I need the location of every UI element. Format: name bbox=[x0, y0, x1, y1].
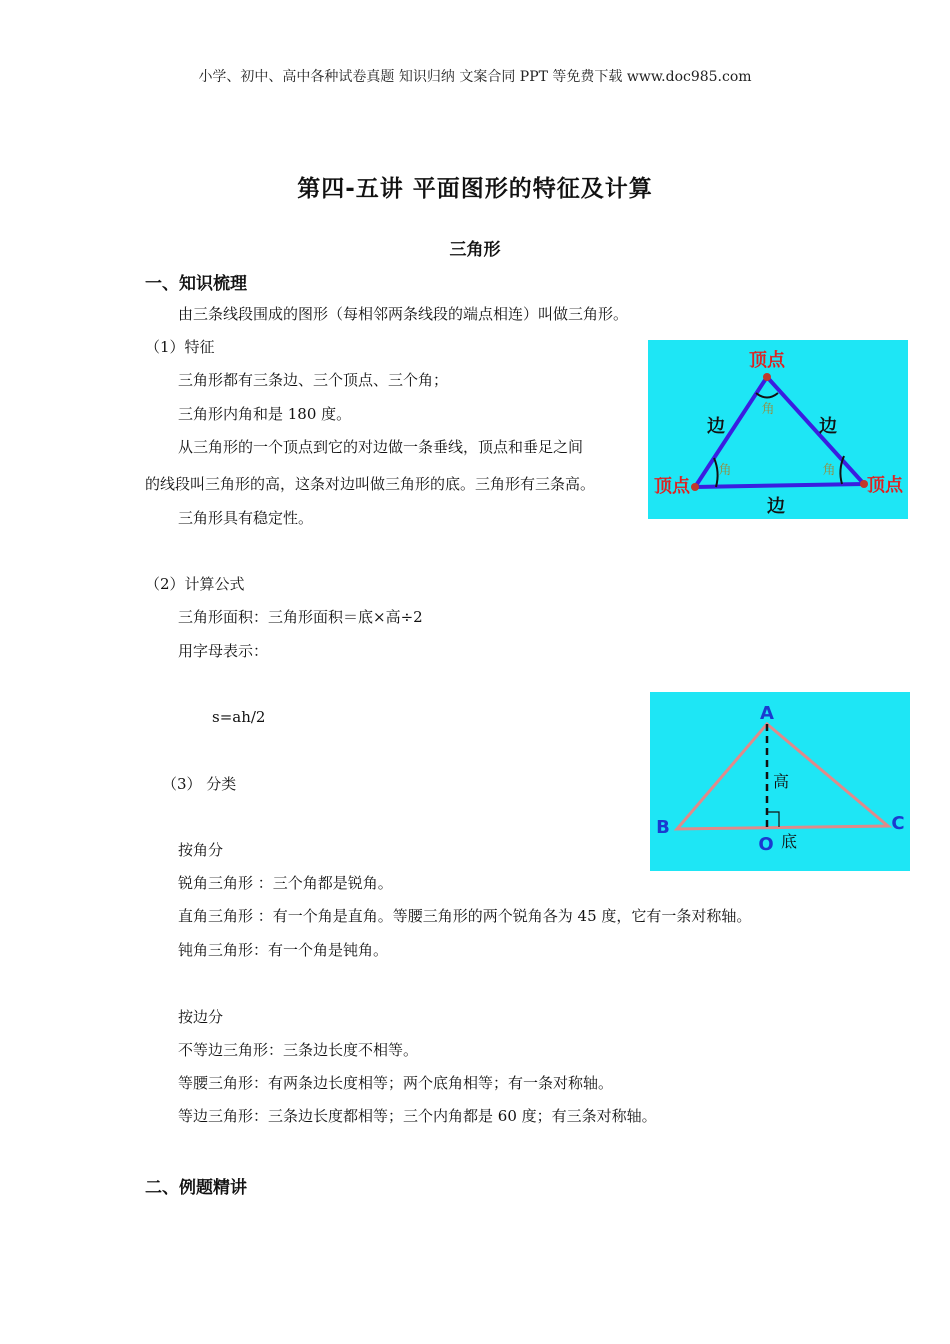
vertex-right-label: 顶点 bbox=[867, 475, 903, 496]
triangle-height-diagram bbox=[650, 692, 910, 871]
top-angle-arc bbox=[756, 393, 778, 398]
side-bottom-label: 边 bbox=[767, 496, 785, 517]
feature-line-3a: 从三角形的一个顶点到它的对边做一条垂线，顶点和垂足之间 bbox=[178, 438, 584, 456]
triangle-parts-diagram bbox=[648, 340, 908, 519]
equilateral-triangle: 等边三角形：三条边长度都相等；三个内角都是 60 度；有三条对称轴。 bbox=[178, 1107, 657, 1125]
area-formula: 三角形面积：三角形面积＝底×高÷2 bbox=[178, 608, 423, 626]
isosceles-triangle: 等腰三角形：有两条边长度相等；两个底角相等；有一条对称轴。 bbox=[178, 1074, 614, 1092]
section1-heading: 一、知识梳理 bbox=[145, 274, 247, 294]
letter-formula: s=ah/2 bbox=[212, 708, 266, 726]
section-subtitle: 三角形 bbox=[449, 240, 501, 260]
angle-right-label: 角 bbox=[822, 463, 836, 478]
right-triangle: 直角三角形 ：有一个角是直角。等腰三角形的两个锐角各为 45 度，它有一条对称轴。 bbox=[178, 907, 752, 925]
vertex-top-label: 顶点 bbox=[749, 350, 785, 371]
left-vertex-dot bbox=[691, 483, 699, 491]
feature-line-3b: 的线段叫三角形的高，这条对边叫做三角形的底。三角形有三条高。 bbox=[145, 475, 596, 493]
page-title: 第四-五讲 平面图形的特征及计算 bbox=[297, 176, 653, 202]
scalene-triangle: 不等边三角形：三条边长度不相等。 bbox=[178, 1041, 419, 1059]
letters-intro: 用字母表示： bbox=[178, 642, 269, 660]
classify-heading: （3） 分类 bbox=[162, 775, 237, 793]
point-c-label: C bbox=[891, 813, 905, 834]
left-angle-arc bbox=[714, 458, 718, 487]
by-side-heading: 按边分 bbox=[178, 1008, 224, 1026]
triangle-parts-figure bbox=[648, 340, 908, 519]
feature-line-4: 三角形具有稳定性。 bbox=[178, 509, 314, 527]
definition-text: 由三条线段围成的图形（每相邻两条线段的端点相连）叫做三角形。 bbox=[178, 305, 629, 323]
features-heading: （1）特征 bbox=[145, 338, 215, 356]
feature-line-2: 三角形内角和是 180 度。 bbox=[178, 405, 352, 423]
side-left-label: 边 bbox=[707, 416, 725, 437]
point-b-label: B bbox=[656, 817, 670, 838]
formula-heading: （2）计算公式 bbox=[145, 575, 245, 593]
side-right-label: 边 bbox=[819, 416, 837, 437]
angle-top-label: 角 bbox=[761, 402, 775, 417]
vertex-left-label: 顶点 bbox=[654, 476, 690, 497]
height-label: 高 bbox=[772, 772, 790, 791]
by-angle-heading: 按角分 bbox=[178, 841, 224, 859]
point-o-label: O bbox=[758, 834, 774, 855]
page-header: 小学、初中、高中各种试卷真题 知识归纳 文案合同 PPT 等免费下载 www.doc985.com bbox=[198, 69, 752, 85]
point-a-label: A bbox=[760, 703, 774, 724]
section2-heading: 二、例题精讲 bbox=[145, 1178, 247, 1198]
obtuse-triangle: 钝角三角形：有一个角是钝角。 bbox=[178, 941, 389, 959]
feature-line-1: 三角形都有三条边、三个顶点、三个角； bbox=[178, 371, 449, 389]
top-vertex-dot bbox=[763, 373, 771, 381]
angle-left-label: 角 bbox=[718, 463, 732, 478]
right-angle-mark bbox=[767, 812, 779, 827]
triangle-height-figure bbox=[650, 692, 910, 871]
base-label: 底 bbox=[780, 832, 798, 851]
acute-triangle: 锐角三角形 ：三个角都是锐角。 bbox=[178, 874, 393, 892]
